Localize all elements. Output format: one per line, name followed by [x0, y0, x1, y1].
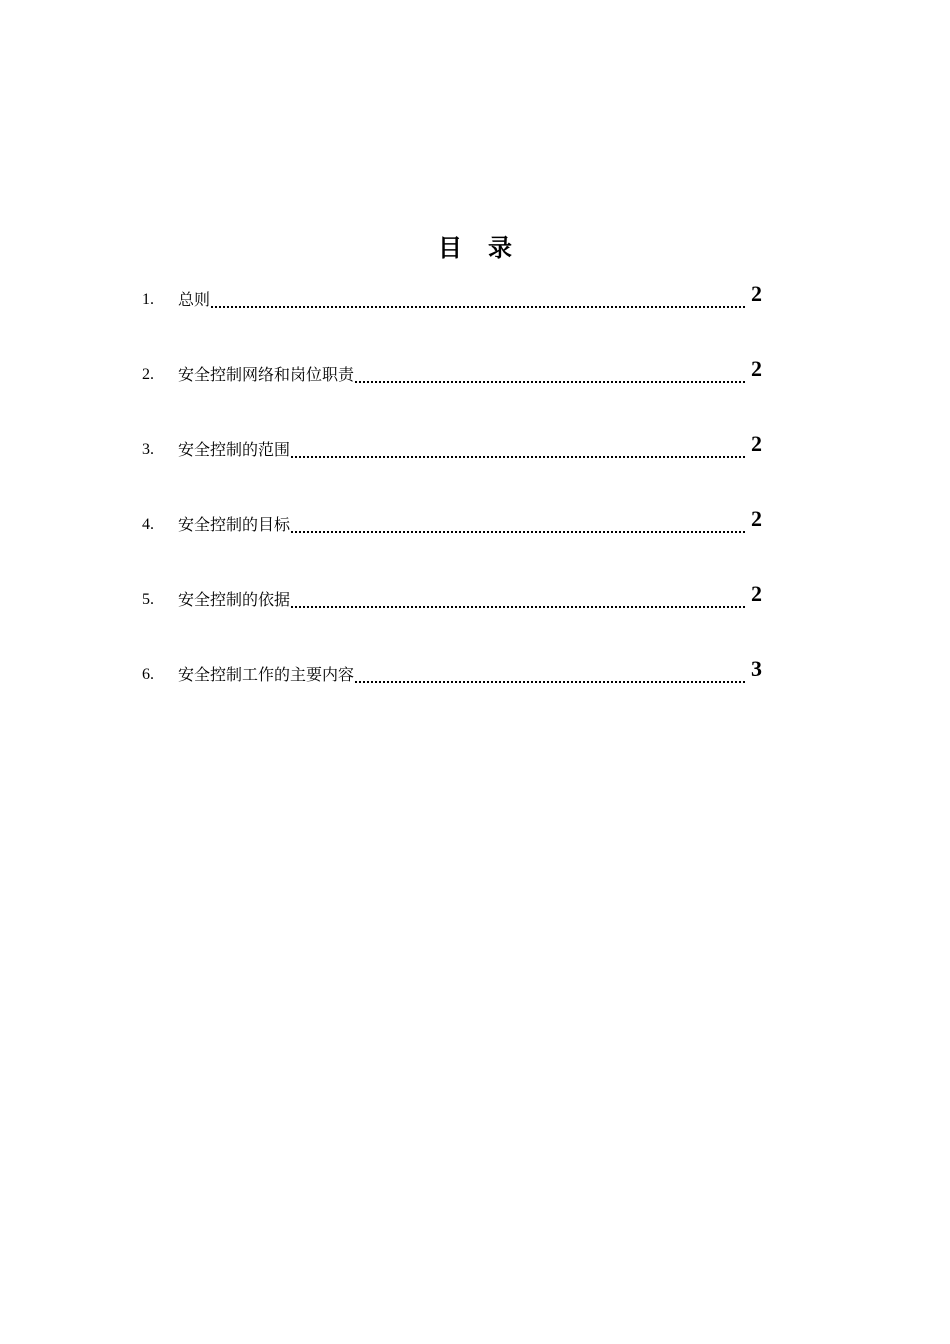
- toc-entry-title[interactable]: 安全控制工作的主要内容: [178, 665, 355, 684]
- toc-entry[interactable]: [142, 282, 762, 357]
- toc-entry-page[interactable]: 2: [751, 506, 762, 531]
- toc-entry-number: 5.: [142, 591, 154, 608]
- toc-list: [142, 282, 762, 732]
- toc-entry-number: 4.: [142, 516, 154, 533]
- toc-entry-page[interactable]: 3: [751, 656, 762, 681]
- toc-dot-leader: [211, 286, 745, 308]
- toc-entry-page[interactable]: 2: [751, 581, 762, 606]
- toc-entry-number: 3.: [142, 441, 154, 458]
- toc-entry[interactable]: [142, 357, 762, 432]
- toc-entry-title[interactable]: 安全控制的范围: [178, 440, 291, 459]
- toc-title: 目录: [438, 234, 538, 262]
- toc-entry-number: 2.: [142, 366, 154, 383]
- toc-entry[interactable]: [142, 432, 762, 507]
- toc-entry-page[interactable]: 2: [751, 431, 762, 456]
- toc-entry-title[interactable]: 安全控制网络和岗位职责: [178, 365, 355, 384]
- toc-entry-page[interactable]: 2: [751, 281, 762, 306]
- toc-dot-leader: [291, 436, 745, 458]
- toc-entry-title[interactable]: 总则: [178, 290, 211, 309]
- toc-entry-title[interactable]: 安全控制的目标: [178, 515, 291, 534]
- toc-entry-page[interactable]: 2: [751, 356, 762, 381]
- toc-dot-leader: [291, 511, 745, 533]
- toc-entry-title[interactable]: 安全控制的依据: [178, 590, 291, 609]
- toc-entry[interactable]: [142, 507, 762, 582]
- toc-entry[interactable]: [142, 582, 762, 657]
- toc-dot-leader: [291, 586, 745, 608]
- toc-dot-leader: [355, 661, 745, 683]
- toc-entry-number: 1.: [142, 291, 154, 308]
- toc-entry[interactable]: [142, 657, 762, 732]
- toc-entry-number: 6.: [142, 666, 154, 683]
- toc-dot-leader: [355, 361, 745, 383]
